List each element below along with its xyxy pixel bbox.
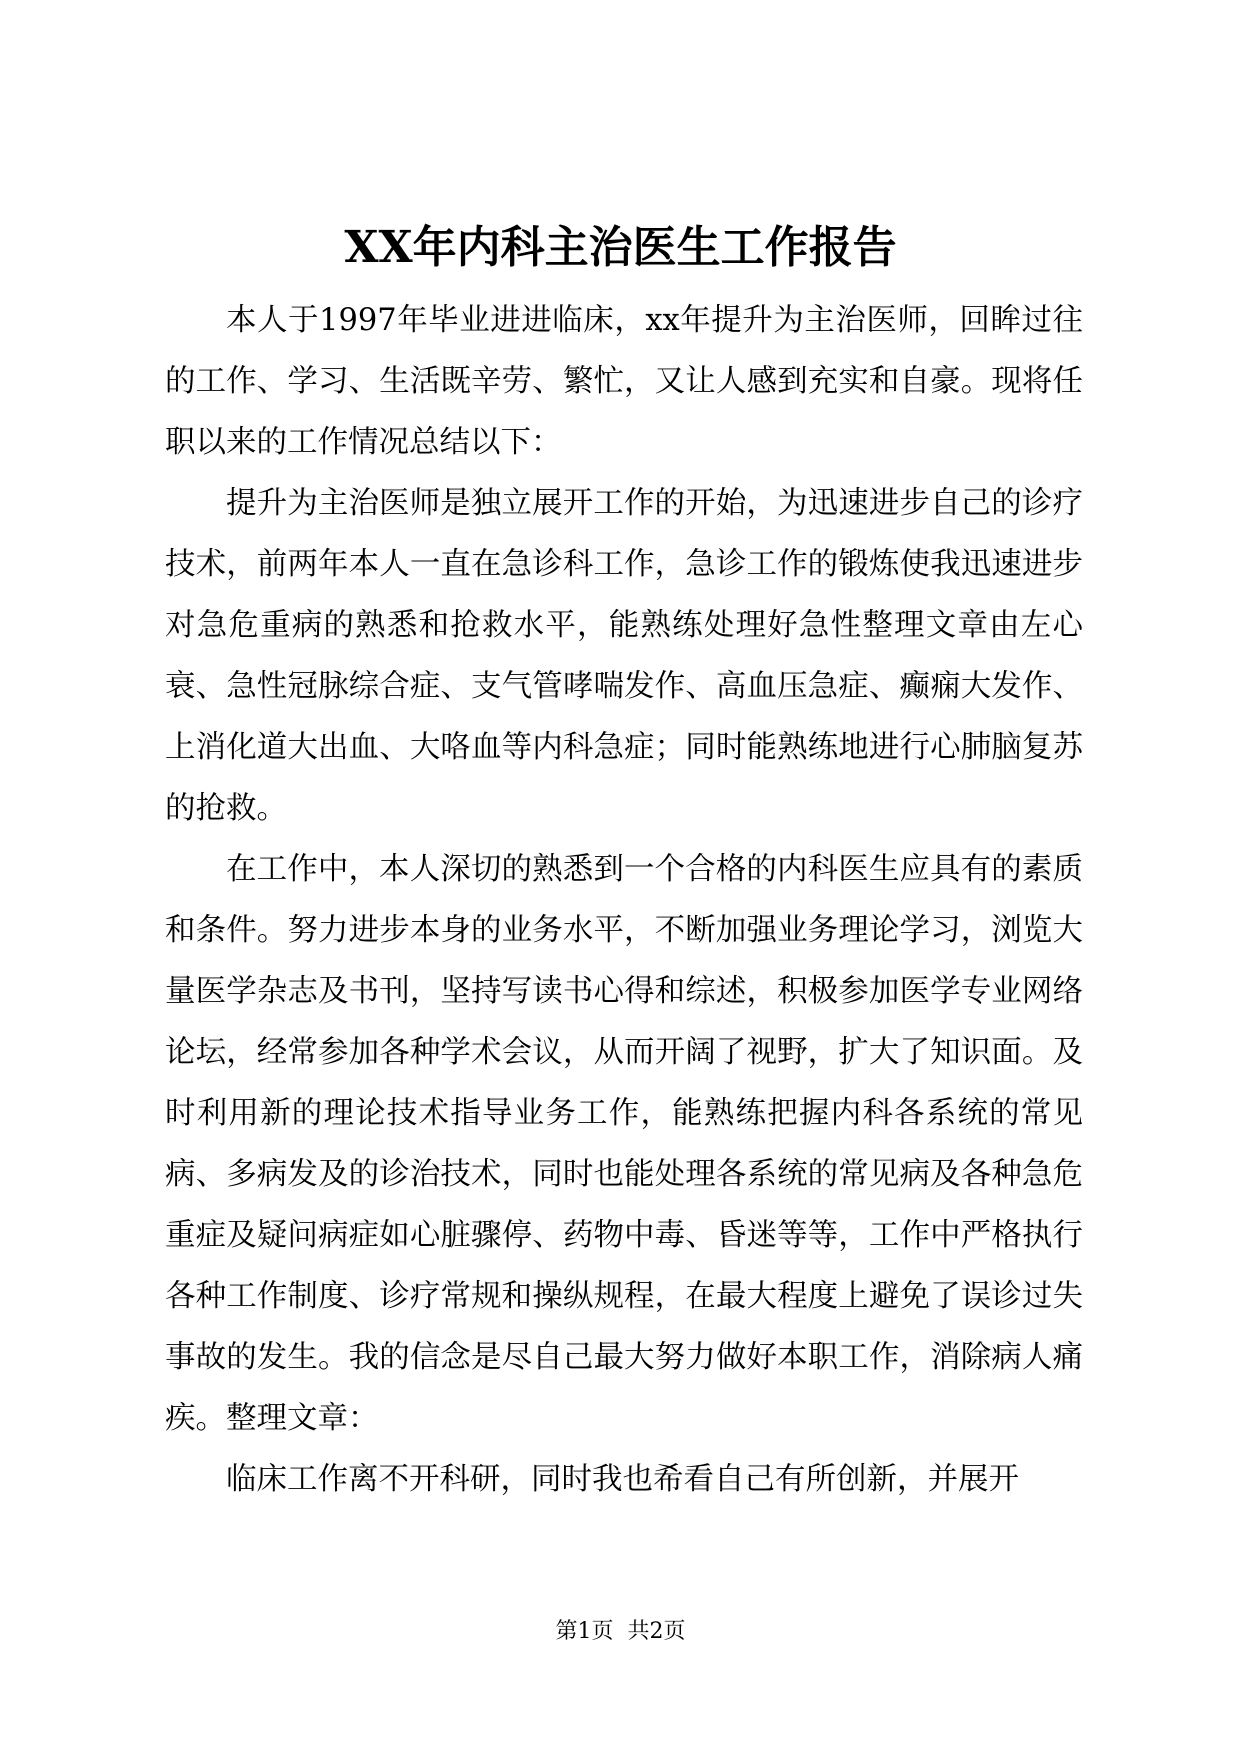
page-total: 共2页 [627,1619,686,1644]
paragraph-3: 在工作中，本人深切的熟悉到一个合格的内科医生应具有的素质和条件。努力进步本身的业务水平，不断加强业务理论学习，浏览大量医学杂志及书刊，坚持写读书心得和综述，积极参加医学专业网络论坛，经常参加各种学术会议，从而开阔了视野，扩大了知识面。及时利用新的理论技术指导业务工作，能熟练把握内科各系统的常见病、多病发及的诊治技术，同时也能处理各系统的常见病及各种急危重症及疑问病症如心脏骤停、药物中毒、昏迷等等，工作中严格执行各种工作制度、诊疗常规和操纵规程，在最大程度上避免了误诊过失事故的发生。我的信念是尽自己最大努力做好本职工作，消除病人痛疾。整理文章： [165,852,1083,1436]
page-footer [0,1617,1241,1647]
page-number: 第1页 [555,1619,614,1644]
document-title: XX年内科主治医生工作报告 [344,222,897,273]
paragraph-4: 临床工作离不开科研，同时我也希看自己有所创新，并展开 [226,1462,1019,1497]
paragraph-1: 本人于1997年毕业进进临床，xx年提升为主治医师，回眸过往的工作、学习、生活既辛劳、繁忙，又让人感到充实和自豪。现将任职以来的工作情况总结以下： [165,303,1083,460]
document-body [165,290,1083,1510]
paragraph-2: 提升为主治医师是独立展开工作的开始，为迅速进步自己的诊疗技术，前两年本人一直在急诊科工作，急诊工作的锻炼使我迅速进步对急危重病的熟悉和抢救水平，能熟练处理好急性整理文章由左心衰、急性冠脉综合症、支气管哮喘发作、高血压急症、癫痫大发作、上消化道大出血、大咯血等内科急症；同时能熟练地进行心肺脑复苏的抢救。 [165,486,1083,826]
